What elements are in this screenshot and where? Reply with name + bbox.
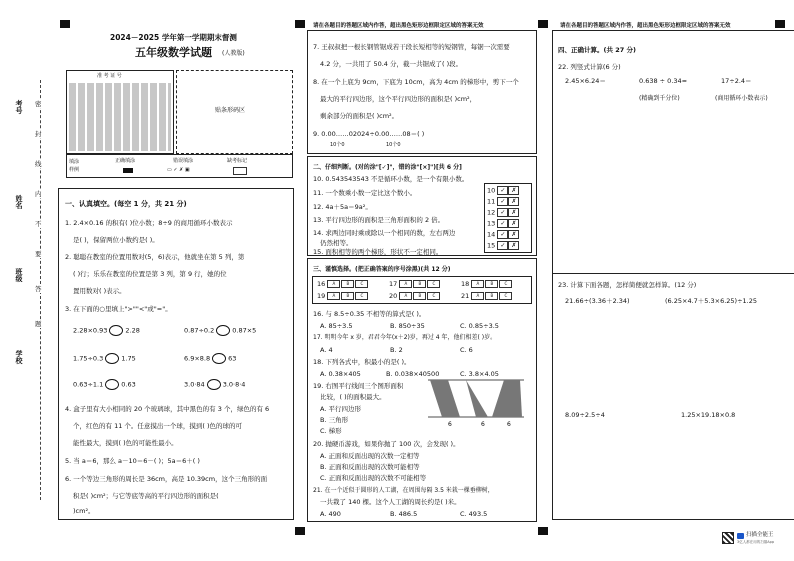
seal-char: 答 xyxy=(35,285,42,293)
q9-subscript: 10个0 xyxy=(386,142,401,148)
q19-line1: 19. 右图平行线间三个图形面积 xyxy=(313,382,404,390)
check-option[interactable]: ✓ xyxy=(497,241,508,250)
exam-number-label: 考号 xyxy=(15,100,23,114)
q20-option: C. 正面和反面出现的次数不可能相等 xyxy=(320,474,427,482)
middle-area-top xyxy=(307,30,537,154)
q22-item: 0.638 ÷ 0.34≈ xyxy=(639,77,688,85)
compare-row xyxy=(73,353,136,364)
part2-heading: 二、仔细判断。(对的涂"[✓]"，错的涂"[×]")[共 6 分] xyxy=(313,164,462,171)
exam-id-label: 准 考 证 号 xyxy=(97,73,122,79)
compare-right: 2.28 xyxy=(125,326,140,335)
q7-line1: 7. 王叔叔把一根长钢管锯成若干段长短相等的短钢管，每锯一次需要 xyxy=(313,43,510,51)
part2-area xyxy=(307,156,537,256)
q23-item: 21.66÷(3.36＋2.34) xyxy=(565,297,630,305)
scanner-watermark xyxy=(722,531,794,547)
choice-num: 20 xyxy=(389,292,398,300)
q23-item: 1.25×19.18×0.8 xyxy=(681,411,736,419)
compare-row xyxy=(184,379,245,390)
compare-circle[interactable] xyxy=(207,379,221,390)
judge-item: 10. 0.543543543 不是循环小数，是一个有限小数。 xyxy=(313,175,469,183)
q8-line1: 8. 在一个上底为 9cm，下底为 10cm，高为 4cm 的梯形中，剪下一个 xyxy=(313,78,519,86)
option-c[interactable]: C xyxy=(499,292,512,300)
judge-num: 15 xyxy=(487,241,496,250)
q16-option: C. 0.85÷3.5 xyxy=(460,322,499,330)
option-c[interactable]: C xyxy=(355,280,368,288)
barcode-label: 贴条形码区 xyxy=(215,107,246,114)
corner-marker xyxy=(60,20,70,28)
q6-line2: 积是( )cm²；与它等底等高的平行四边形的面积是( xyxy=(73,492,219,500)
judge-item: 12. 4a＋5a＝9a²。 xyxy=(313,203,372,211)
option-b[interactable]: B xyxy=(413,280,426,288)
option-a[interactable]: A xyxy=(399,292,412,300)
q17-option: C. 6 xyxy=(460,346,473,354)
scanner-brand: 扫描全能王 xyxy=(746,532,774,538)
seal-char: 题 xyxy=(35,320,42,328)
judge-num: 13 xyxy=(487,219,496,228)
option-a[interactable]: A xyxy=(471,292,484,300)
q2-line2: ( )行；乐乐在教室的位置是第 3 列，第 9 行，她的位 xyxy=(73,270,227,278)
answer-notice: 请在各题目的答题区域内作答，超出黑色矩形边框限定区域的答案无效 xyxy=(560,23,731,29)
option-c[interactable]: C xyxy=(427,292,440,300)
judge-num: 14 xyxy=(487,230,496,239)
choice-answer-grid[interactable] xyxy=(312,276,532,304)
compare-left: 2.28×0.93 xyxy=(73,326,108,335)
option-c[interactable]: C xyxy=(499,280,512,288)
judge-item: 15. 面积相等的两个梯形，形状不一定相同。 xyxy=(313,248,443,256)
trapezoid-shape xyxy=(492,380,522,417)
judge-row[interactable] xyxy=(487,241,519,250)
part3-heading: 三、谨慎选择。(把正确答案的序号涂黑)(共 12 分) xyxy=(313,266,451,273)
judge-row[interactable] xyxy=(487,186,519,195)
exam-subtitle: 五年级数学试题 xyxy=(135,46,212,59)
bubble-grid[interactable] xyxy=(69,83,171,151)
choice-num: 17 xyxy=(389,280,398,288)
school-label: 学校 xyxy=(15,350,23,364)
compare-left: 0.87÷0.2 xyxy=(184,326,215,335)
compare-left: 6.9×8.8 xyxy=(184,354,211,363)
q23-heading: 23. 计算下面各题，怎样简便就怎样算。(12 分) xyxy=(558,281,697,289)
q4-line3: 能性最大，摸到( )色的可能性最小。 xyxy=(73,439,178,447)
part3-area xyxy=(307,258,537,522)
compare-right: 63 xyxy=(228,354,237,363)
q9-subscript: 10个0 xyxy=(330,142,345,148)
q7-line2: 4.2 分，一共用了 50.4 分，截一共锯成了( )段。 xyxy=(320,60,463,68)
q16-option: A. 85÷3.5 xyxy=(320,322,353,330)
corner-marker xyxy=(775,20,785,28)
compare-left: 0.63÷1.1 xyxy=(73,380,104,389)
right-area xyxy=(552,30,794,520)
choice-num: 16 xyxy=(317,280,326,288)
name-label: 姓名 xyxy=(15,195,23,209)
choice-row[interactable] xyxy=(317,280,369,288)
correct-fill-sample xyxy=(123,168,133,173)
seal-char: 内 xyxy=(35,190,42,198)
compare-right: 0.63 xyxy=(121,380,136,389)
q3-prompt: 3. 在下面的○里填上">""<"或"="。 xyxy=(65,305,172,313)
q22-item: 2.45×6.24＝ xyxy=(565,77,606,85)
q18-option: C. 3.8×4.05 xyxy=(460,370,499,378)
q18-text: 18. 下列各式中，积最小的是( )。 xyxy=(313,358,411,366)
q16-option: B. 850÷35 xyxy=(390,322,425,330)
q22-heading: 22. 列竖式计算(6 分) xyxy=(558,63,621,71)
check-option[interactable]: ✓ xyxy=(497,230,508,239)
q21-option: B. 486.5 xyxy=(390,510,418,518)
binding-strip xyxy=(0,0,52,561)
cross-option[interactable]: ✗ xyxy=(508,208,519,217)
judge-num: 12 xyxy=(487,208,496,217)
qr-code-icon xyxy=(722,532,734,544)
q18-option: A. 0.38×405 xyxy=(320,370,361,378)
choice-row[interactable] xyxy=(317,292,369,300)
compare-circle[interactable] xyxy=(105,353,119,364)
q17-option: B. 2 xyxy=(390,346,403,354)
q6-line3: )cm²。 xyxy=(73,507,95,515)
scanner-subtitle: 3亿人都在用的扫描App xyxy=(737,540,775,544)
option-a[interactable]: A xyxy=(327,292,340,300)
judge-row[interactable] xyxy=(487,219,519,228)
option-c[interactable]: C xyxy=(355,292,368,300)
choice-row[interactable] xyxy=(461,280,513,288)
judge-item: 仍然相等。 xyxy=(320,239,353,247)
corner-marker xyxy=(538,527,548,535)
absent-label: 缺考标记 xyxy=(227,158,248,164)
exam-title: 2024－2025 学年第一学期期末督测 xyxy=(110,33,237,42)
q18-option: B. 0.038×40500 xyxy=(386,370,440,378)
judge-item: 11. 一个数乘小数一定比这个数小。 xyxy=(313,189,417,197)
q19-option: B. 三角形 xyxy=(320,416,349,424)
option-c[interactable]: C xyxy=(427,280,440,288)
q5-text: 5. 当 a＝6，那么 a－10＝6－( )；5a＝6＋( ) xyxy=(65,457,200,465)
judge-answer-grid[interactable] xyxy=(484,183,532,253)
q21-option: A. 490 xyxy=(320,510,341,518)
q6-line1: 6. 一个等边三角形的周长是 36cm，高是 10.39cm，这个三角形的面 xyxy=(65,475,268,483)
seal-char: 不 xyxy=(35,220,42,228)
q4-line1: 4. 盒子里有大小相同的 20 个玻璃球，其中黑色的有 3 个，绿色的有 6 xyxy=(65,405,270,413)
absent-box[interactable] xyxy=(233,167,247,175)
wrong-fill-samples: ▭ ✓ ✗ ▣ xyxy=(167,167,190,173)
q21-line2: 一共栽了 140 棵。这个人工湖的周长约是( )米。 xyxy=(320,498,461,506)
compare-circle[interactable] xyxy=(216,325,230,336)
judge-num: 10 xyxy=(487,186,496,195)
judge-item: 13. 平行四边形的面积是三角形面积的 2 倍。 xyxy=(313,216,445,224)
compare-circle[interactable] xyxy=(105,379,119,390)
compare-row xyxy=(73,379,136,390)
q1-line2: 是( )，保留两位小数约是( )。 xyxy=(73,236,159,244)
section-divider xyxy=(553,273,794,274)
corner-marker xyxy=(295,20,305,28)
class-label: 班级 xyxy=(15,268,23,282)
q19-option: C. 梯形 xyxy=(320,427,342,435)
q9-text: 9. 0.00……02024÷0.00……08＝( ) xyxy=(313,130,425,138)
q17-text: 17. 明明今年 x 岁，君君今年(x＋2)岁，再过 4 年，他们相差( )岁。 xyxy=(313,334,497,341)
judge-row[interactable] xyxy=(487,197,519,206)
choice-row[interactable] xyxy=(389,280,441,288)
compare-row xyxy=(184,325,256,336)
judge-row[interactable] xyxy=(487,208,519,217)
compare-left: 3.0·84 xyxy=(184,380,205,389)
base-label: 6 xyxy=(481,421,485,428)
compare-right: 0.87×5 xyxy=(232,326,257,335)
q16-text: 16. 与 8.5÷0.35 不相等的算式是( )。 xyxy=(313,310,426,318)
choice-row[interactable] xyxy=(461,292,513,300)
q17-option: A. 4 xyxy=(320,346,333,354)
option-b[interactable]: B xyxy=(341,292,354,300)
q23-item: 8.09÷2.5÷4 xyxy=(565,411,605,419)
seal-char: 封 xyxy=(35,130,42,138)
cross-option[interactable]: ✗ xyxy=(508,219,519,228)
cross-option[interactable]: ✗ xyxy=(508,197,519,206)
edition-label: (人教版) xyxy=(222,50,245,57)
part1-heading: 一、认真填空。(每空 1 分，共 21 分) xyxy=(65,200,187,208)
cross-option[interactable]: ✗ xyxy=(508,186,519,195)
compare-row xyxy=(73,325,140,336)
q19-line2: 比较，( )的面积最大。 xyxy=(320,393,386,401)
q22-note: (精确到千分位) xyxy=(639,95,680,102)
base-label: 6 xyxy=(507,421,511,428)
barcode-area xyxy=(176,70,293,154)
part1-area xyxy=(58,188,294,520)
compare-circle[interactable] xyxy=(212,353,226,364)
seal-char: 线 xyxy=(35,160,42,168)
corner-marker xyxy=(295,527,305,535)
exam-id-grid[interactable] xyxy=(66,70,174,154)
q22-note: (商用循环小数表示) xyxy=(715,95,768,102)
base-label: 6 xyxy=(448,421,452,428)
fill-example-label: 填涂样例 xyxy=(69,159,80,173)
scanner-logo-icon xyxy=(737,533,744,539)
fill-example xyxy=(66,154,293,178)
choice-num: 18 xyxy=(461,280,470,288)
q8-line3: 剩余部分的面积是( )cm²。 xyxy=(320,112,399,120)
compare-right: 1.75 xyxy=(121,354,136,363)
q2-line1: 2. 聪聪在教室的位置用数对(5，6)表示，他就坐在第 5 列，第 xyxy=(65,253,245,261)
correct-label: 正确填涂 xyxy=(115,158,136,164)
wrong-label: 错误填涂 xyxy=(173,158,194,164)
q20-text: 20. 抛硬币游戏，如果你抛了 100 次，会发现( )。 xyxy=(313,440,460,448)
check-option[interactable]: ✓ xyxy=(497,208,508,217)
q20-option: A. 正面和反面出现的次数一定相等 xyxy=(320,452,420,460)
choice-num: 21 xyxy=(461,292,470,300)
check-option[interactable]: ✓ xyxy=(497,186,508,195)
compare-left: 1.75÷0.3 xyxy=(73,354,104,363)
part4-heading: 四、正确计算。(共 27 分) xyxy=(558,46,637,54)
q22-item: 17÷2.4＝ xyxy=(721,77,752,85)
seal-char: 要 xyxy=(35,250,42,258)
choice-row[interactable] xyxy=(389,292,441,300)
option-a[interactable]: A xyxy=(327,280,340,288)
q23-item: (6.25×4.7＋5.3×6.25)÷1.25 xyxy=(665,297,758,305)
q19-option: A. 平行四边形 xyxy=(320,405,361,413)
q1-line1: 1. 2.4×0.16 的积有( )位小数；8÷9 的商用循环小数表示 xyxy=(65,219,233,227)
compare-right: 3.0·8·4 xyxy=(222,380,246,389)
option-b[interactable]: B xyxy=(341,280,354,288)
option-b[interactable]: B xyxy=(485,280,498,288)
judge-num: 11 xyxy=(487,197,496,206)
judge-item: 14. 求两边同时乘或除以一个相同的数，左右两边 xyxy=(313,229,456,237)
parallelogram-shape xyxy=(430,380,460,417)
option-b[interactable]: B xyxy=(485,292,498,300)
compare-circle[interactable] xyxy=(109,325,123,336)
choice-num: 19 xyxy=(317,292,326,300)
option-b[interactable]: B xyxy=(413,292,426,300)
corner-marker xyxy=(538,20,548,28)
check-option[interactable]: ✓ xyxy=(497,197,508,206)
q21-option: C. 493.5 xyxy=(460,510,488,518)
q8-line2: 最大的平行四边形，这个平行四边形的面积是( )cm²， xyxy=(320,95,477,103)
q2-line3: 置用数对( )表示。 xyxy=(73,287,126,295)
cross-option[interactable]: ✗ xyxy=(508,241,519,250)
option-a[interactable]: A xyxy=(471,280,484,288)
answer-notice: 请在各题目的答题区域内作答，超出黑色矩形边框限定区域的答案无效 xyxy=(313,23,484,29)
seal-char: 密 xyxy=(35,100,42,108)
compare-row xyxy=(184,353,236,364)
check-option[interactable]: ✓ xyxy=(497,219,508,228)
q19-figure xyxy=(426,377,526,429)
q21-line1: 21. 在一个近似于圆形的人工湖，在周围每隔 3.5 米栽一棵垂柳树， xyxy=(313,487,494,494)
q20-option: B. 正面和反面出现的次数可能相等 xyxy=(320,463,420,471)
option-a[interactable]: A xyxy=(399,280,412,288)
judge-row[interactable] xyxy=(487,230,519,239)
triangle-shape xyxy=(466,380,488,417)
cross-option[interactable]: ✗ xyxy=(508,230,519,239)
q4-line2: 个，红色的有 11 个。任意摸出一个球，摸到( )色的球的可 xyxy=(73,422,243,430)
